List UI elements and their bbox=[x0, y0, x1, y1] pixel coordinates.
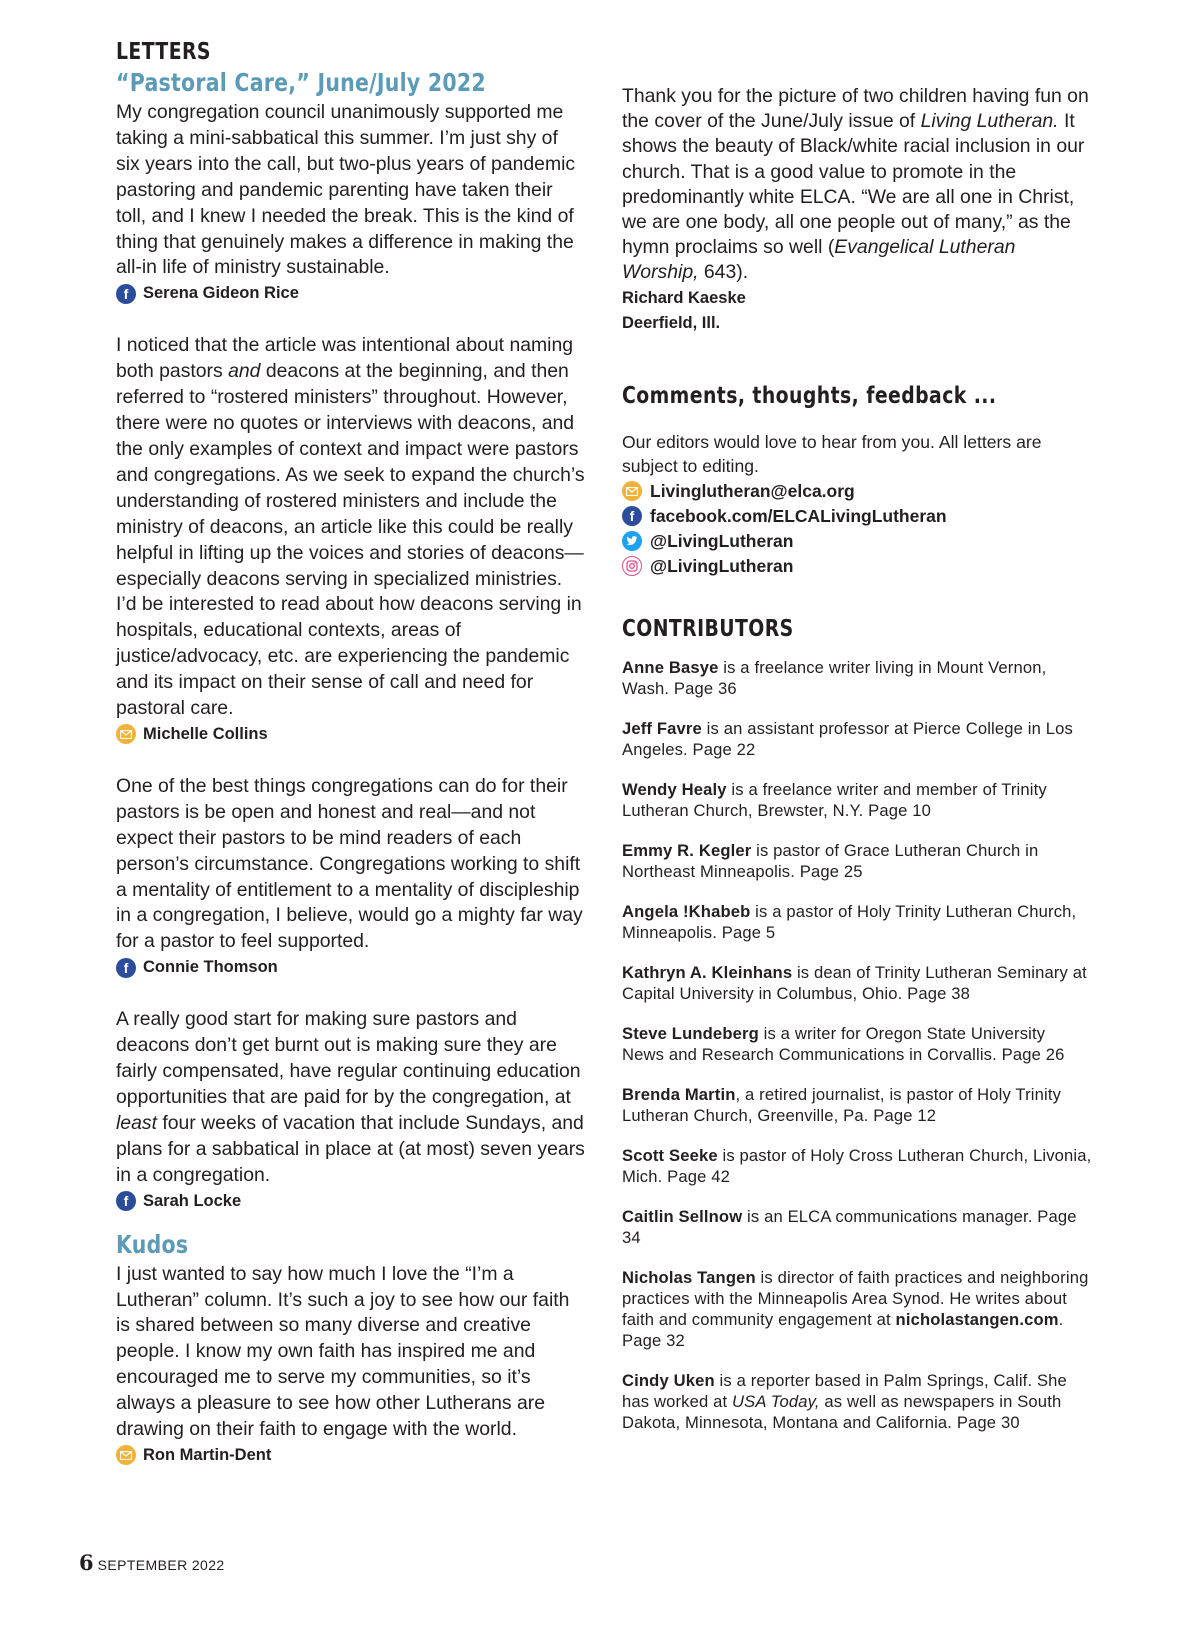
letter-author: Richard Kaeske bbox=[622, 288, 746, 307]
contact-twitter[interactable] bbox=[622, 529, 1092, 554]
contact-instagram[interactable] bbox=[622, 554, 1092, 579]
right-column bbox=[622, 84, 1092, 1452]
mail-icon bbox=[116, 1445, 136, 1465]
letter-signature bbox=[116, 1443, 586, 1468]
letter-signature bbox=[116, 722, 586, 747]
section-title: LETTERS bbox=[116, 39, 211, 65]
letter bbox=[116, 1007, 586, 1213]
letters-subhead: “Pastoral Care,” June/July 2022 bbox=[116, 68, 486, 97]
contributor: Caitlin Sellnow is an ELCA communications manager. Page 34 bbox=[622, 1206, 1077, 1247]
contact-label[interactable]: Livinglutheran@elca.org bbox=[650, 480, 855, 501]
letter bbox=[116, 100, 586, 306]
contact-label[interactable]: @LivingLutheran bbox=[650, 555, 794, 576]
contributor: Scott Seeke is pastor of Holy Cross Lutheran Church, Livonia, Mich. Page 42 bbox=[622, 1145, 1092, 1186]
letter-text: I just wanted to say how much I love the “I’m a Lutheran” column. It’s such a joy to see how our faith is shared between so many diverse and creative people. I know my own faith has inspired me and encouraged me to serve my communities, so it’s always a pleasure to see how other Lutherans are drawing on their faith to engage with the world. bbox=[116, 1262, 570, 1441]
contributor: Jeff Favre is an assistant professor at Pierce College in Los Angeles. Page 22 bbox=[622, 718, 1073, 759]
contact-label[interactable]: @LivingLutheran bbox=[650, 530, 794, 551]
instagram-icon bbox=[622, 556, 642, 576]
letter bbox=[116, 1262, 586, 1468]
facebook-icon: f bbox=[116, 958, 136, 978]
letter-text: A really good start for making sure pastors and deacons don’t get burnt out is making sure they are fairly compensated, have regular continuing education opportunities that are paid for by the congregation, at least four weeks of vacation that include Sundays, and plans for a sabbatical in place at (at most) seven years in a congregation. bbox=[116, 1008, 585, 1186]
letter-signature bbox=[116, 955, 586, 980]
comments-intro: Our editors would love to hear from you. All letters are subject to editing. bbox=[622, 431, 1042, 477]
contributor: Emmy R. Kegler is pastor of Grace Lutheran Church in Northeast Minneapolis. Page 25 bbox=[622, 840, 1039, 881]
contact-facebook[interactable] bbox=[622, 504, 1092, 529]
facebook-icon: f bbox=[116, 1191, 136, 1211]
contributor: Angela !Khabeb is a pastor of Holy Trinity Lutheran Church, Minneapolis. Page 5 bbox=[622, 901, 1077, 942]
contributor: Cindy Uken is a reporter based in Palm Springs, Calif. She has worked at USA Today, as well as newspapers in South Dakota, Minnesota, Montana and California. Page 30 bbox=[622, 1370, 1067, 1432]
letter-author: Serena Gideon Rice bbox=[143, 284, 299, 303]
letter-text: One of the best things congregations can do for their pastors is be open and honest and real—and not expect their pastors to be mind readers of each person’s circumstance. Congregations working to shift a mentality of entitlement to a mentality of discipleship in a congregation, I believe, would go a mighty far way for a pastor to feel supported. bbox=[116, 774, 583, 953]
page-footer bbox=[79, 1550, 225, 1575]
letter-signature bbox=[116, 281, 586, 306]
kudos-heading: Kudos bbox=[116, 1229, 189, 1259]
letter bbox=[116, 333, 586, 747]
contact-list bbox=[622, 479, 1092, 579]
contributor: Anne Basye is a freelance writer living in Mount Vernon, Wash. Page 36 bbox=[622, 657, 1047, 698]
letter-author: Connie Thomson bbox=[143, 958, 278, 977]
contributor: Wendy Healy is a freelance writer and member of Trinity Lutheran Church, Brewster, N.Y. Page 10 bbox=[622, 779, 1047, 820]
letter-author: Ron Martin-Dent bbox=[143, 1445, 272, 1464]
comments-heading: Comments, thoughts, feedback ... bbox=[622, 382, 997, 409]
letter-signature bbox=[116, 1189, 586, 1214]
contributor-list bbox=[622, 657, 1092, 1433]
facebook-icon: f bbox=[622, 506, 642, 526]
letter-text: My congregation council unanimously supported me taking a mini-sabbatical this summer. I’m just shy of six years into the call, but two-plus years of pandemic pastoring and pandemic parenting have taken their toll, and I knew I needed the break. This is the kind of thing that genuinely makes a difference in making the all-in life of ministry sustainable. bbox=[116, 101, 576, 279]
letter-text: I noticed that the article was intentional about naming both pastors and deacons at the beginning, and then referred to “rostered ministers” throughout. However, there were no quotes or interviews with deacons, and the only examples of context and impact were pastors and congregations. As we seek to expand the church’s understanding of rostered ministers and include the ministry of deacons, an article like this could be really helpful in lifting up the voices and stories of deacons—especially deacons serving in specialized ministries. I’d be interested to read about how deacons serving in hospitals, educational contexts, areas of justice/advocacy, etc. are experiencing the pandemic and its impact on their sense of call and need for pastoral care. bbox=[116, 334, 585, 720]
letter-author: Sarah Locke bbox=[143, 1191, 242, 1210]
letter-text: Thank you for the picture of two children having fun on the cover of the June/July issue of Living Lutheran. It shows the beauty of Black/white racial inclusion in our church. That is a good value to promote in the predominantly white ELCA. “We are all one in Christ, we are one body, all one people out of many,” as the hymn proclaims so well (Evangelical Lutheran Worship, 643). bbox=[622, 85, 1089, 284]
contributors-heading: CONTRIBUTORS bbox=[622, 615, 794, 642]
contributor-website-link[interactable]: nicholastangen.com bbox=[895, 1309, 1059, 1329]
contributor: Nicholas Tangen is director of faith practices and neighboring practices with the Minneapolis Area Synod. He writes about faith and community engagement at nicholastangen.com. Page 32 bbox=[622, 1267, 1089, 1350]
twitter-icon bbox=[622, 531, 642, 551]
mail-icon bbox=[116, 724, 136, 744]
page-number: 6 bbox=[79, 1550, 94, 1575]
contributor: Steve Lundeberg is a writer for Oregon State University News and Research Communications in Corvallis. Page 26 bbox=[622, 1023, 1065, 1064]
letter bbox=[622, 84, 1092, 337]
letter bbox=[116, 774, 586, 980]
facebook-icon: f bbox=[116, 284, 136, 304]
issue-date: SEPTEMBER 2022 bbox=[97, 1557, 225, 1573]
letter-author: Michelle Collins bbox=[143, 724, 268, 743]
letter-location: Deerfield, Ill. bbox=[622, 314, 721, 333]
mail-icon bbox=[622, 481, 642, 501]
contact-email[interactable] bbox=[622, 479, 1092, 504]
contributor: Kathryn A. Kleinhans is dean of Trinity Lutheran Seminary at Capital University in Columbus, Ohio. Page 38 bbox=[622, 962, 1087, 1003]
contributor: Brenda Martin, a retired journalist, is pastor of Holy Trinity Lutheran Church, Greenville, Pa. Page 12 bbox=[622, 1084, 1062, 1125]
contact-label[interactable]: facebook.com/ELCALivingLutheran bbox=[650, 505, 947, 526]
left-column bbox=[116, 38, 586, 1468]
